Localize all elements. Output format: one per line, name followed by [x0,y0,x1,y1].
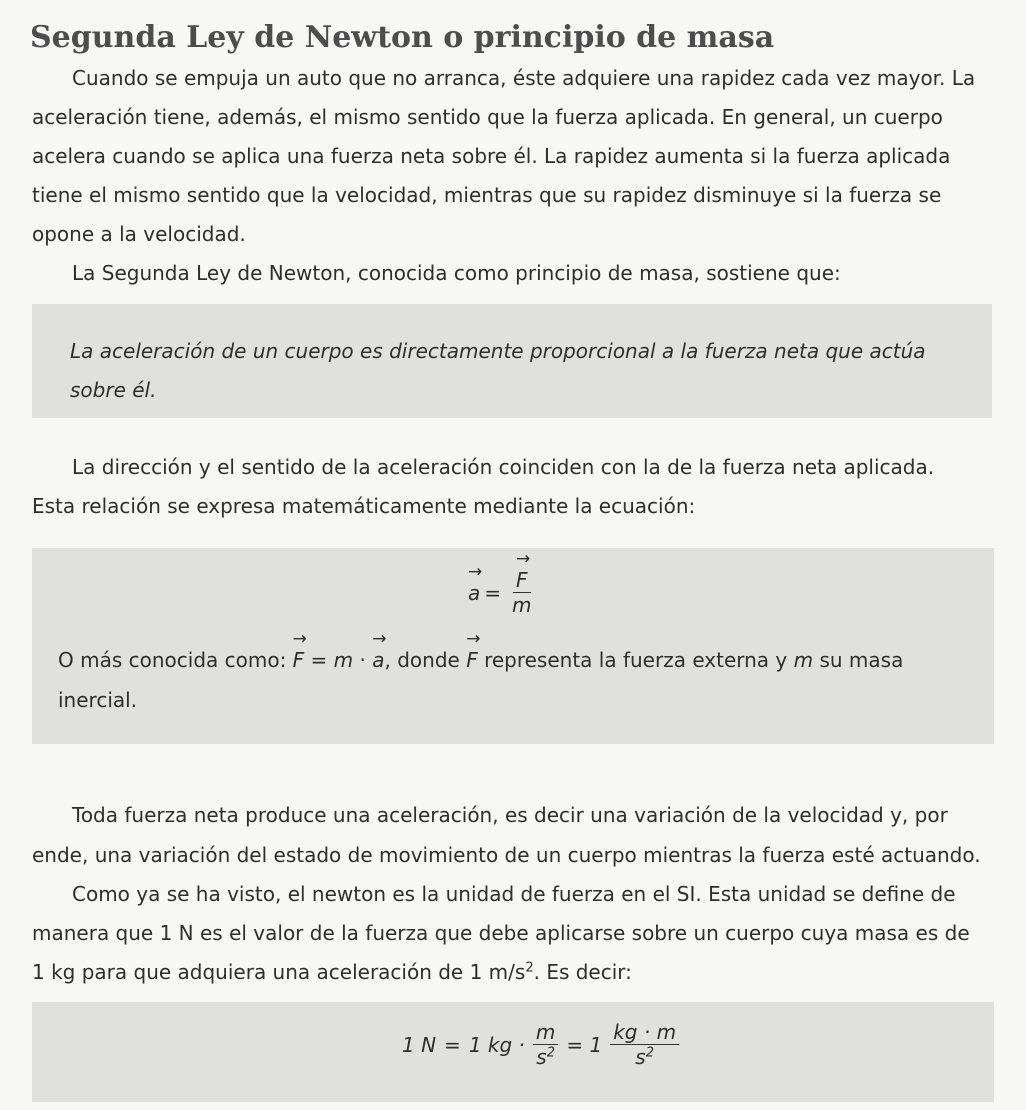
newton-definition-equation [398,1020,683,1069]
mass-inline-2: m [793,648,814,672]
acceleration-vector: → a [468,581,480,605]
section-title: Segunda Ley de Newton o principio de masa [30,20,775,55]
one-newton: 1 N [402,1032,437,1057]
fraction-1-denominator: s [536,1045,547,1069]
explanation-suffix-a: representa la fuerza externa y [484,648,788,672]
paragraph-5-line-3-suffix: . Es decir: [533,960,632,984]
law-line-2: sobre él. [70,378,157,402]
force-vector: → F [516,568,528,592]
inline-equals: = [310,648,328,672]
equals-sign: = [484,580,502,605]
paragraph-4-line-2: ende, una variación del estado de movimiento de un cuerpo mientras la fuerza esté actuando. [32,843,981,867]
explanation-mid: , donde [384,648,460,672]
mass-inline: m [333,648,354,672]
force-over-mass-fraction [509,568,534,617]
squared-exponent: 2 [525,960,534,976]
meter-per-second-squared-fraction [533,1020,558,1069]
equals-one: = 1 [566,1032,603,1057]
fraction-1-exponent: 2 [546,1045,555,1061]
acceleration-vector-inline: → a [372,648,384,672]
paragraph-1-line-4: tiene el mismo sentido que la velocidad, mientras que su rapidez disminuye si la fuerza se [32,183,942,207]
fraction-2-denominator: s [635,1045,646,1069]
paragraph-1-line-3: acelera cuando se aplica una fuerza neta sobre él. La rapidez aumenta si la fuerza aplicada [32,144,951,168]
explanation-suffix-b: su masa [819,648,904,672]
paragraph-5-line-1: Como ya se ha visto, el newton es la unidad de fuerza en el SI. Esta unidad se define de [72,882,956,906]
paragraph-1-line-5: opone a la velocidad. [32,222,246,246]
one-kilogram: 1 kg · [468,1032,525,1057]
paragraph-3-line-2: Esta relación se expresa matemáticamente mediante la ecuación: [32,494,696,518]
paragraph-5-line-2: manera que 1 N es el valor de la fuerza que debe aplicarse sobre un cuerpo cuya masa es de [32,921,970,945]
multiply-dot: · [359,648,366,672]
equals-sign-1: = [444,1032,461,1057]
paragraph-1-line-2: aceleración tiene, además, el mismo sentido que la fuerza aplicada. En general, un cuerpo [32,105,943,129]
paragraph-2: La Segunda Ley de Newton, conocida como principio de masa, sostiene que: [72,261,841,285]
kg-meter-per-second-squared-fraction [610,1020,679,1069]
equation-explanation-line-2: inercial. [58,688,138,712]
law-line-1: La aceleración de un cuerpo es directamente proporcional a la fuerza neta que actúa [70,339,926,363]
paragraph-1-line-1: Cuando se empuja un auto que no arranca, éste adquiere una rapidez cada vez mayor. La [72,66,976,90]
acceleration-equation [468,568,539,617]
paragraph-5-line-3-prefix: 1 kg para que adquiera una aceleración de 1 m/s [32,960,526,984]
equation-explanation-line-1 [58,648,903,672]
force-vector-inline: → F [293,648,305,672]
fraction-2-exponent: 2 [645,1045,654,1061]
mass-symbol: m [512,593,532,617]
fraction-2-numerator: kg · m [610,1020,679,1045]
paragraph-5-line-3 [32,960,632,984]
explanation-prefix: O más conocida como: [58,648,287,672]
paragraph-3-line-1: La dirección y el sentido de la aceleración coinciden con la de la fuerza neta aplicada. [72,455,935,479]
force-vector-inline-2: → F [466,648,478,672]
paragraph-4-line-1: Toda fuerza neta produce una aceleración, es decir una variación de la velocidad y, por [72,803,948,827]
fraction-1-numerator: m [533,1020,558,1045]
